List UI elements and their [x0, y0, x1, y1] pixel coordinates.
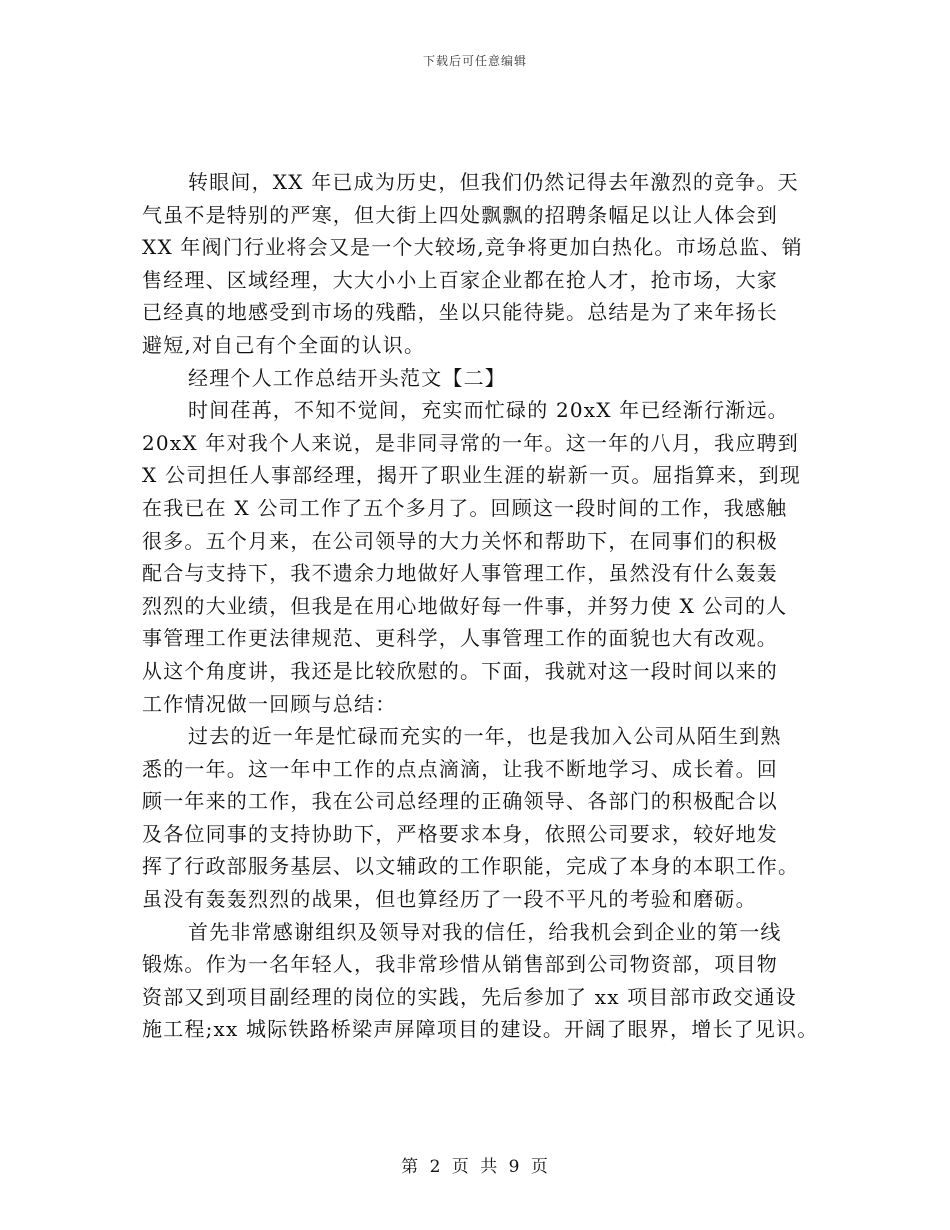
- text-line: 转眼间，XX 年已成为历史，但我们仍然记得去年激烈的竞争。天: [188, 170, 799, 194]
- text-line: 气虽不是特别的严寒，但大街上四处飘飘的招聘条幅足以让人体会到: [142, 202, 778, 227]
- text-line: 配合与支持下，我不遗余力地做好人事管理工作，虽然没有什么轰轰: [142, 561, 778, 586]
- page-footer: 第 2 页 共 9 页: [401, 1157, 549, 1177]
- text-line: 很多。五个月来，在公司领导的大力关怀和帮助下，在同事们的积极: [142, 528, 778, 553]
- text-line: 顾一年来的工作，我在公司总经理的正确领导、各部门的积极配合以: [142, 789, 778, 814]
- text-line: XX 年阀门行业将会又是一个大较场,竞争将更加白热化。市场总监、销: [142, 235, 803, 260]
- text-line: 避短,对自己有个全面的认识。: [142, 332, 426, 357]
- text-line: 虽没有轰轰烈烈的战果，但也算经历了一段不平凡的考验和磨砺。: [142, 887, 757, 912]
- text-line: 工作情况做一回顾与总结：: [142, 691, 397, 716]
- text-line: 从这个角度讲，我还是比较欣慰的。下面，我就对这一段时间以来的: [142, 658, 778, 683]
- text-line: 时间荏苒，不知不觉间，充实而忙碌的 20xX 年已经渐行渐远。: [188, 398, 789, 423]
- document-body: [142, 166, 832, 1046]
- text-line: 首先非常感谢组织及领导对我的信任，给我机会到企业的第一线: [188, 919, 782, 944]
- text-line: 经理个人工作总结开头范文【二】: [188, 365, 506, 390]
- text-line: 售经理、区域经理，大大小小上百家企业都在抢人才，抢市场，大家: [142, 267, 778, 292]
- text-line: 挥了行政部服务基层、以文辅政的工作职能，完成了本身的本职工作。: [142, 854, 800, 879]
- text-line: 资部又到项目副经理的岗位的实践，先后参加了 xx 项目部市政交通设: [142, 984, 797, 1009]
- text-line: 锻炼。作为一名年轻人，我非常珍惜从销售部到公司物资部，项目物: [142, 952, 778, 977]
- text-line: 在我已在 X 公司工作了五个多月了。回顾这一段时间的工作，我感触: [142, 495, 788, 520]
- text-line: 事管理工作更法律规范、更科学，人事管理工作的面貌也大有改观。: [142, 626, 778, 651]
- page-header: 下载后可任意编辑: [422, 54, 527, 68]
- text-line: 过去的近一年是忙碌而充实的一年，也是我加入公司从陌生到熟: [188, 724, 782, 749]
- text-line: 及各位同事的支持协助下，严格要求本身，依照公司要求，较好地发: [142, 821, 778, 846]
- text-line: 烈烈的大业绩，但我是在用心地做好每一件事，并努力使 X 公司的人: [142, 593, 788, 618]
- text-line: 已经真的地感受到市场的残酷，坐以只能待毙。总结是为了来年扬长: [142, 300, 778, 325]
- text-line: 20xX 年对我个人来说，是非同寻常的一年。这一年的八月，我应聘到: [142, 430, 799, 455]
- text-line: X 公司担任人事部经理，揭开了职业生涯的崭新一页。屈指算来，到现: [142, 463, 801, 488]
- text-line: 悉的一年。这一年中工作的点点滴滴，让我不断地学习、成长着。回: [142, 756, 778, 781]
- text-line: 施工程;xx 城际铁路桥梁声屏障项目的建设。开阔了眼界，增长了见识。: [142, 1017, 819, 1042]
